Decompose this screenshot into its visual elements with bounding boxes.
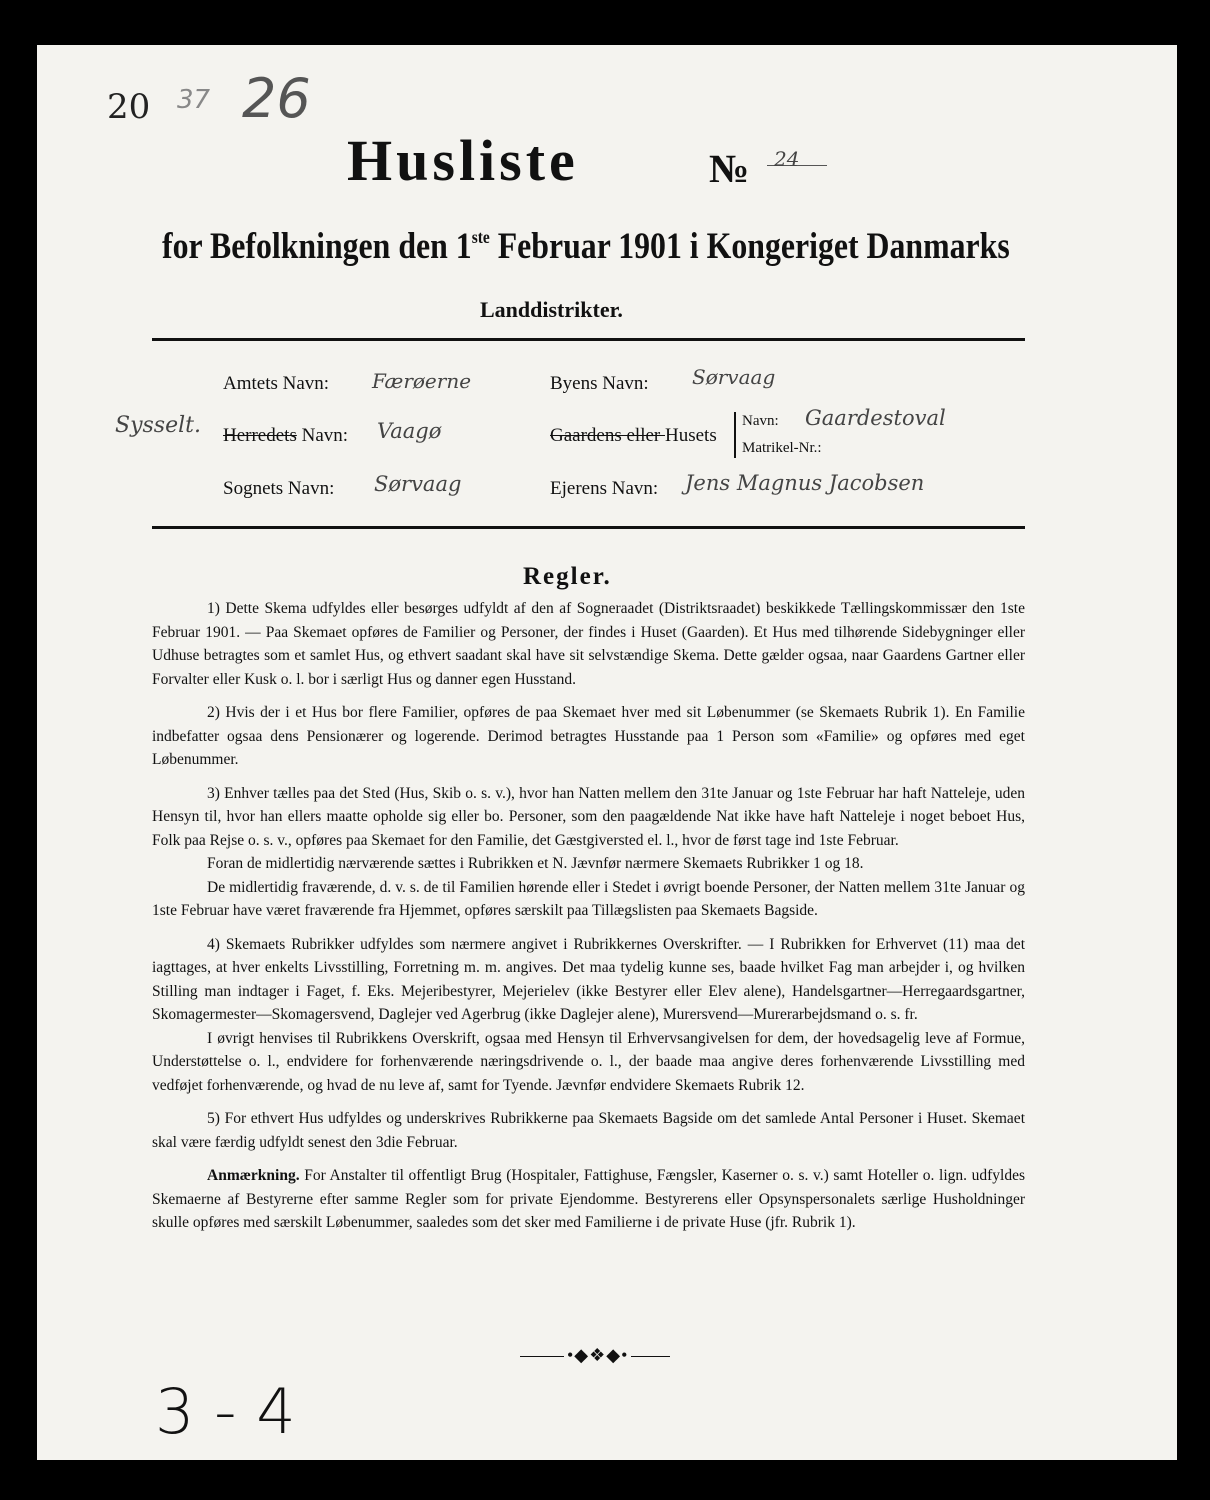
rule-3: 3) Enhver tælles paa det Sted (Hus, Skib o. s. v.), hvor han Natten mellem den 31te Januar og 1ste Februar har haft Natteleje, uden Hensyn til, hvor han ellers maatte opholde sig eller bo. Personer, som den paagældende Nat ikke have haft Natteleje i noget beboet Hus, Folk paa Rejse o. s. v., opføres paa Skemaet for den Familie, det Gæstgiversted el. l., hvor de først tage ind 1ste Februar. <box>152 784 1025 849</box>
sogn-label: Sognets Navn: <box>223 478 335 499</box>
rules-heading: Regler. <box>523 563 612 590</box>
house-number: 24 <box>774 147 800 171</box>
rules-body <box>152 597 1025 1245</box>
navn-value: Gaardestoval <box>805 406 946 430</box>
amt-label: Amtets Navn: <box>223 373 330 394</box>
gaard-label: Husets <box>665 425 717 446</box>
subtitle-part-1: for Befolkningen den 1 <box>162 226 472 267</box>
rule-4: 4) Skemaets Rubrikker udfyldes som nærmere angivet i Rubrikkernes Overskrifter. — I Rubrikken for Erhvervet (11) maa det iagttages, at hver enkelts Livsstilling, Forretning m. m. angives. Det maa tydelig kunne ses, baade hvilket Fag man arbejder i, og hvilken Stilling man indtager i Faget, f. Eks. Mejeribestyrer, Mejerielev (ikke Bestyrer eller Elev alene), Handelsgartner—Herregaardsgartner, Skomagermester—Skomagersvend, Daglejer ved Agerbrug (ikke Daglejer alene), Murersvend—Murerarbejdsmand o. s. fr. <box>152 935 1025 1023</box>
rule-5: 5) For ethvert Hus udfyldes og underskrives Rubrikkerne paa Skemaets Bagside om det samlede Antal Personer i Huset. Skemaet skal være færdig udfyldt senest den 3die Februar. <box>152 1110 1025 1151</box>
ejer-label: Ejerens Navn: <box>550 478 659 499</box>
ejer-value: Jens Magnus Jacobsen <box>685 471 925 495</box>
by-label: Byens Navn: <box>550 373 649 394</box>
archive-number-pencil: 37 <box>177 85 211 115</box>
herred-label: Navn: <box>301 425 349 446</box>
district-type: Landdistrikter. <box>480 297 623 322</box>
bracket <box>734 412 736 458</box>
rule-1: 1) Dette Skema udfyldes eller besørges udfyldt af den af Sogneraadet (Distriktsraadet) beskikkede Tællingskommissær den 1ste Februar 1901. — Paa Skemaet opføres de Familier og Personer, der findes i Huset (Gaarden). Et Hus med tilhørende Sidebygninger eller Udhuse betragtes som et samlet Hus, og ethvert saadant skal have sit selvstændige Skema. Dette gælder ogsaa, naar Gaardens Gartner eller Forvalter eller Kusk o. l. bor i særligt Hus og danner egen Husstand. <box>152 600 1025 688</box>
rule-3-note-b: De midlertidig fraværende, d. v. s. de til Familien hørende eller i Stedet i øvrigt boende Personer, der Natten mellem 31te Januar og 1ste Februar have været fraværende fra Hjemmet, opføres særskilt paa Tillægslisten paa Skemaets Bagside. <box>152 878 1025 919</box>
sogn-value: Sørvaag <box>374 472 462 496</box>
remark-label: Anmærkning. <box>207 1167 300 1184</box>
remark-text: For Anstalter til offentligt Brug (Hospitaler, Fattighuse, Fængsler, Kaserner o. s. v.) samt Hoteller o. lign. udfyldes Skemaerne af Bestyrerne efter samme Regler som for private Ejendomme. Bestyrerens eller Opsynspersonalets særlige Husholdninger skulle opføres med særskilt Løbenummer, saaledes som det sker med Familierne i de private Huse (jfr. Rubrik 1). <box>152 1167 1026 1231</box>
top-divider <box>152 338 1025 341</box>
form-title: Husliste <box>347 128 579 193</box>
rule-3-note-a: Foran de midlertidig nærværende sættes i Rubrikken et N. Jævnfør nærmere Skemaets Rubrikker 1 og 18. <box>207 855 864 872</box>
rule-4-note: I øvrigt henvises til Rubrikkens Overskrift, ogsaa med Hensyn til Erhvervsangivelsen for dem, der hovedsagelig leve af Formue, Understøttelse o. l., endvidere for forhenværende næringsdrivende o. l., der baade maa angive deres forhenværende Livsstilling med vedføjet forhenværende, og hvad de nu leve af, samt for Tyende. Jævnfør endvidere Skemaets Rubrik 12. <box>152 1029 1025 1094</box>
rule-2: 2) Hvis der i et Hus bor flere Familier, opføres de paa Skemaet hver med sit Løbenummer (se Skemaets Rubrik 1). En Familie indbefatter ogsaa dens Pensionærer og logerende. Derimod betragtes Husstande paa 1 Person som «Familie» og opføres med eget Løbenummer. <box>152 704 1025 768</box>
census-form-page <box>37 45 1177 1460</box>
form-subtitle <box>162 225 1010 268</box>
bottom-divider <box>152 526 1025 529</box>
gaard-label-struck: Gaardens eller <box>550 425 665 446</box>
herred-label-struck: Herredets <box>223 425 297 446</box>
remark <box>152 1164 1025 1235</box>
ornament: •◆❖◆• <box>564 1345 631 1366</box>
matrikel-label: Matrikel-Nr.: <box>742 440 822 456</box>
subtitle-part-2: Februar 1901 i Kongeriget Danmarks <box>489 226 1010 267</box>
amt-value: Færøerne <box>372 369 472 393</box>
herred-value: Vaagø <box>377 419 442 443</box>
margin-note: Sysselt. <box>115 413 201 438</box>
by-value: Sørvaag <box>692 365 776 389</box>
subtitle-superscript: ste <box>471 227 490 247</box>
archive-number: 20 <box>107 87 151 127</box>
bottom-handwritten-note: 3 - 4 <box>155 1375 296 1448</box>
archive-number-handwritten: 26 <box>242 67 311 130</box>
number-symbol: № <box>709 146 750 191</box>
navn-label: Navn: <box>742 413 779 429</box>
